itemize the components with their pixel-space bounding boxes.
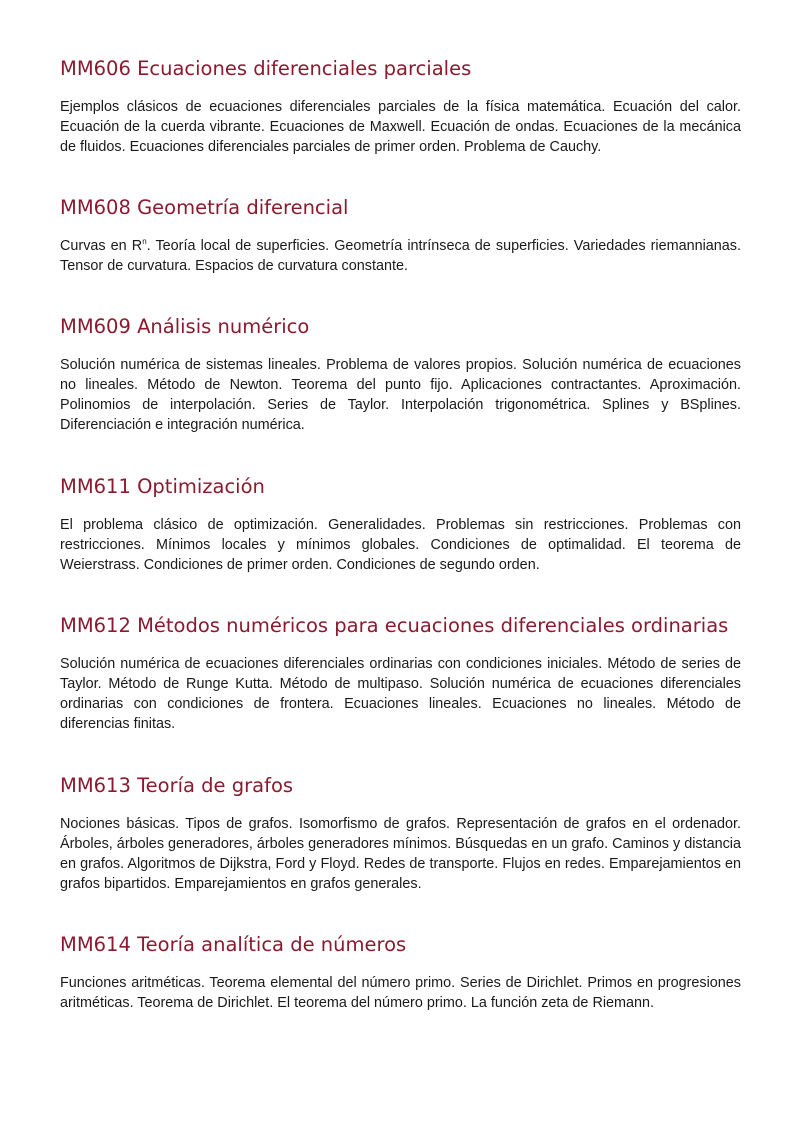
course-section-mm609 bbox=[60, 314, 741, 435]
course-section-mm614 bbox=[60, 932, 741, 1013]
course-description-start: Curvas en R bbox=[60, 238, 143, 254]
course-description bbox=[60, 236, 741, 276]
course-title: MM612 Métodos numéricos para ecuaciones diferenciales ordinarias bbox=[60, 614, 729, 637]
course-section-mm613 bbox=[60, 773, 741, 894]
course-description: Funciones aritméticas. Teorema elemental del número primo. Series de Dirichlet. Primos en progresiones aritméticas. Teorema de Dirichlet. El teorema del número primo. La función zeta de Riemann. bbox=[60, 975, 741, 1011]
course-section-mm612 bbox=[60, 613, 741, 734]
course-title: MM614 Teoría analítica de números bbox=[60, 933, 407, 956]
course-title: MM613 Teoría de grafos bbox=[60, 774, 294, 797]
course-title: MM611 Optimización bbox=[60, 475, 265, 498]
course-description: Solución numérica de sistemas lineales. Problema de valores propios. Solución numérica de ecuaciones no lineales. Método de Newton. Teorema del punto fijo. Aplicaciones contractantes. Aproximación. Polinomios de interpolación. Series de Taylor. Interpolación trigonométrica. Splines y BSplines. Diferenciación e integración numérica. bbox=[60, 357, 741, 433]
course-description: Nociones básicas. Tipos de grafos. Isomorfismo de grafos. Representación de grafos en el ordenador. Árboles, árboles generadores, árboles generadores mínimos. Búsquedas en un grafo. Caminos y distancia en grafos. Algoritmos de Dijkstra, Ford y Floyd. Redes de transporte. Flujos en redes. Emparejamientos en grafos bipartidos. Emparejamientos en grafos generales. bbox=[60, 816, 741, 892]
course-description: Ejemplos clásicos de ecuaciones diferenciales parciales de la física matemática. Ecuación del calor. Ecuación de la cuerda vibrante. Ecuaciones de Maxwell. Ecuación de ondas. Ecuaciones de la mecánica de fluidos. Ecuaciones diferenciales parciales de primer orden. Problema de Cauchy. bbox=[60, 99, 741, 155]
course-title: MM608 Geometría diferencial bbox=[60, 196, 349, 219]
course-description: Solución numérica de ecuaciones diferenciales ordinarias con condiciones iniciales. Método de series de Taylor. Método de Runge Kutta. Método de multipaso. Solución numérica de ecuaciones diferenciales ordinarias con condiciones de frontera. Ecuaciones lineales. Ecuaciones no lineales. Método de diferencias finitas. bbox=[60, 656, 741, 732]
superscript-n: n bbox=[142, 237, 147, 247]
course-section-mm608 bbox=[60, 195, 741, 276]
course-title: MM606 Ecuaciones diferenciales parciales bbox=[60, 57, 472, 80]
course-title: MM609 Análisis numérico bbox=[60, 315, 310, 338]
course-section-mm606 bbox=[60, 56, 741, 157]
course-description-rest: . Teoría local de superficies. Geometría intrínseca de superficies. Variedades riemannianas. Tensor de curvatura. Espacios de curvatura constante. bbox=[60, 238, 742, 274]
course-section-mm611 bbox=[60, 474, 741, 575]
course-description: El problema clásico de optimización. Generalidades. Problemas sin restricciones. Problemas con restricciones. Mínimos locales y mínimos globales. Condiciones de optimalidad. El teorema de Weierstrass. Condiciones de primer orden. Condiciones de segundo orden. bbox=[60, 517, 741, 573]
